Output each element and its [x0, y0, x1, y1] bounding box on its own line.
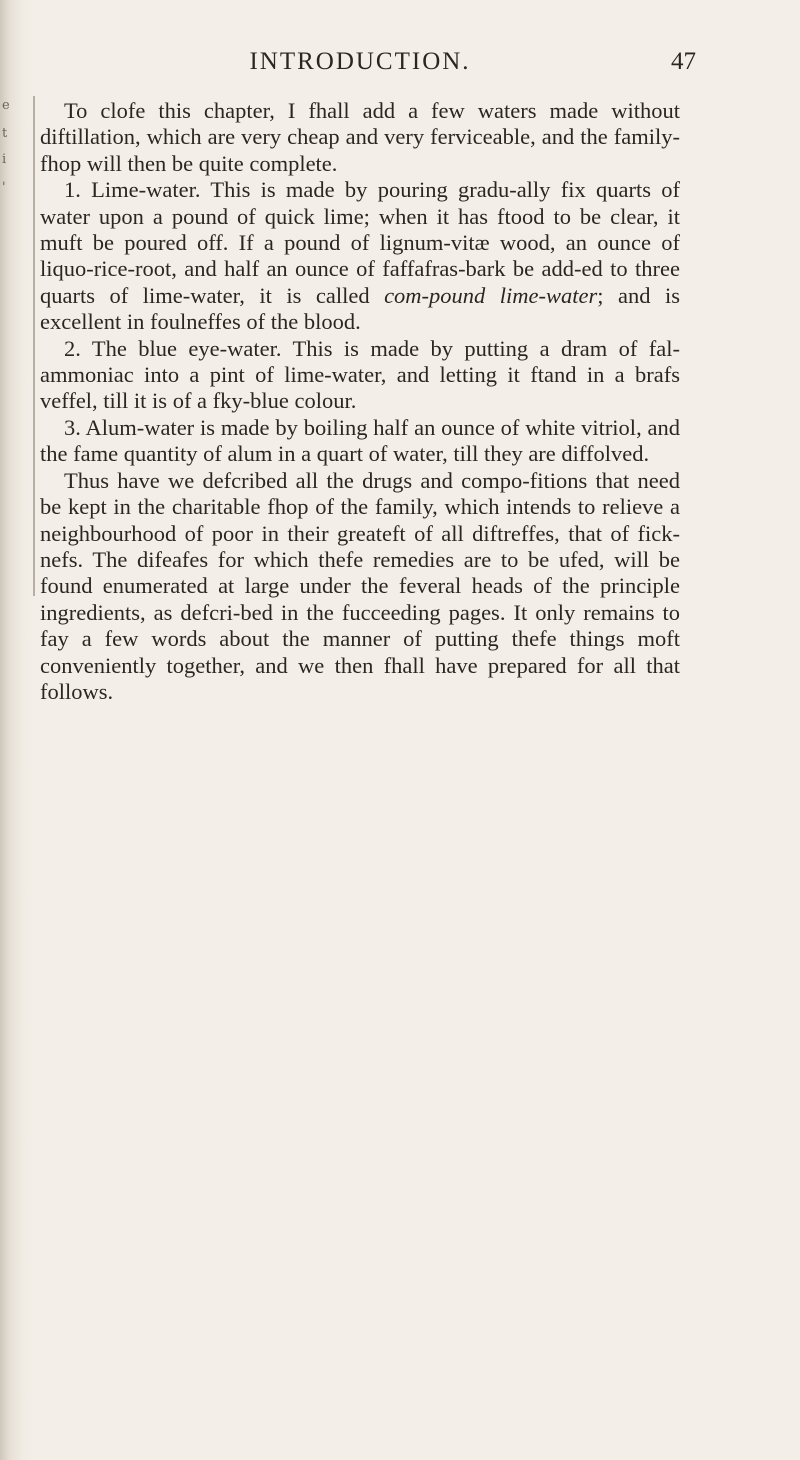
running-head: INTRODUCTION.: [249, 48, 471, 75]
margin-mark: t: [2, 126, 8, 141]
margin-mark: i: [2, 152, 7, 167]
lime-water-text: 1. Lime-water. This is made by pouring gradu-ally fix quarts of water upon a pound of quick lime; when it has ftood to be clear, it muft be poured off. If a pound of lignum-vitæ wood, an ounce of liquo-rice-root, and half an ounce of faffafras-bark be add-ed to three quarts of lime-water, it is called: [40, 177, 680, 308]
lime-water-text-end: ; and is excellent in foulneffes of the blood.: [40, 282, 680, 335]
page-header: [60, 48, 720, 84]
gutter-line: [33, 96, 35, 596]
paragraph-alum-water: 3. Alum-water is made by boiling half an ounce of white vitriol, and the fame quantity of alum in a quart of water, till they are diffolved.: [40, 414, 680, 467]
page-number: 47: [671, 48, 696, 75]
page-gutter: [0, 0, 34, 1460]
paragraph-lime-water: [40, 177, 680, 335]
margin-mark: ': [2, 180, 6, 195]
paragraph-conclusion: Thus have we defcribed all the drugs and compo-fitions that need be kept in the charitable fhop of the family, which intends to relieve a neighbourhood of poor in their greateft of all diftreffes, that of fick-nefs. The difeafes for which thefe remedies are to be ufed, will be found enumerated at large under the feveral heads of the principle ingredients, as defcri-bed in the fucceeding pages. It only remains to fay a few words about the manner of putting thefe things moft conveniently together, and we then fhall have prepared for all that follows.: [40, 467, 680, 704]
margin-mark: e: [2, 98, 10, 113]
paragraph-blue-eye-water: 2. The blue eye-water. This is made by putting a dram of fal-ammoniac into a pint of lime-water, and letting it ftand in a brafs veffel, till it is of a fky-blue colour.: [40, 335, 680, 414]
paragraph-intro: To clofe this chapter, I fhall add a few waters made without diftillation, which are very cheap and very ferviceable, and the family-fhop will then be quite complete.: [40, 98, 680, 176]
compound-lime-water-term: com-pound lime-water: [384, 282, 598, 308]
body-text: [40, 98, 680, 705]
